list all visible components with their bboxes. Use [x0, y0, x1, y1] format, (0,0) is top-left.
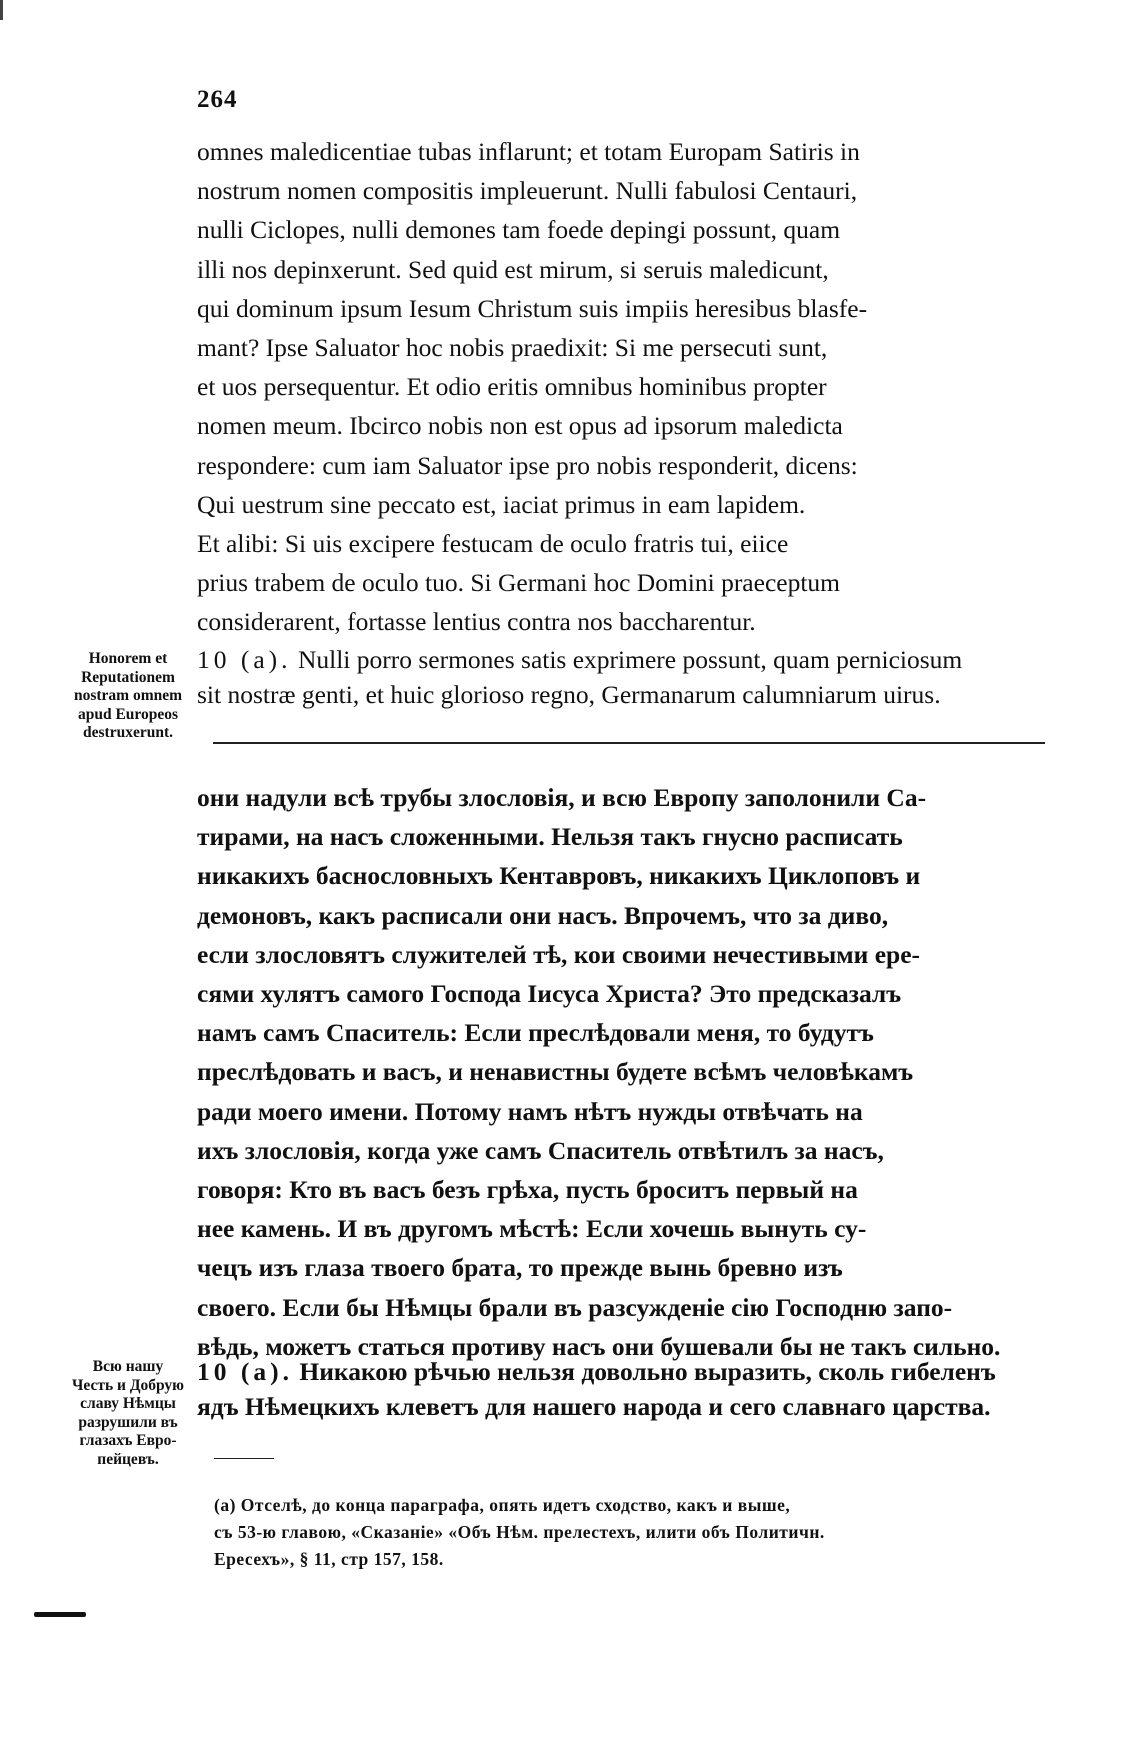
- russian-line: ради моего имени. Потому намъ нѣтъ нужды отвѣчать на: [197, 1096, 863, 1126]
- page-edge-mark: [0, 0, 3, 20]
- latin-line: nulli Ciclopes, nulli demones tam foede depingi possunt, quam: [197, 215, 841, 245]
- russian-para-line: [197, 1354, 1045, 1389]
- paragraph-number: 10 (a).: [197, 645, 292, 674]
- russian-line: вѣдь, можетъ статься противу насъ они бушевали бы не такъ сильно.: [197, 1331, 1001, 1361]
- latin-line: Qui uestrum sine peccato est, iaciat primus in eam lapidem.: [197, 489, 806, 519]
- russian-line: ихъ злословія, когда уже самъ Спаситель отвѣтилъ за насъ,: [197, 1135, 884, 1165]
- russian-line: они надули всѣ трубы злословія, и всю Европу заполонили Са-: [197, 783, 927, 812]
- russian-line: сями хулятъ самого Господа Іисуса Христа? Это предсказалъ: [197, 979, 902, 1009]
- margin-line: Честь и Добрую: [72, 1376, 184, 1394]
- footnote-line: (а) Отселѣ, до конца параграфа, опять идетъ сходство, какъ и выше,: [214, 1495, 791, 1515]
- margin-line: пейцевъ.: [97, 1450, 159, 1468]
- russian-line: говоря: Кто въ васъ безъ грѣха, пусть броситъ первый на: [197, 1175, 858, 1205]
- section-divider: [213, 742, 1045, 744]
- latin-para-line: sit nostræ genti, et huic glorioso regno, Germanarum calumniarum uirus.: [197, 680, 941, 709]
- russian-line: чецъ изъ глаза твоего брата, то прежде вынь бревно изъ: [197, 1253, 843, 1283]
- russian-line: если злословятъ служителей тѣ, кои своими нечестивыми ере-: [197, 939, 921, 969]
- latin-line: mant? Ipse Saluator hoc nobis praedixit: Si me persecuti sunt,: [197, 333, 828, 363]
- russian-para-text: Никакою рѣчью нельзя довольно выразить, сколь гибеленъ: [299, 1357, 996, 1386]
- russian-line: нее камень. И въ другомъ мѣстѣ: Если хочешь вынуть су-: [197, 1214, 867, 1244]
- footnote-divider: [214, 1458, 274, 1459]
- latin-line: qui dominum ipsum Iesum Christum suis impiis heresibus blasfe-: [197, 293, 868, 323]
- russian-text-block: [197, 778, 1045, 1366]
- latin-margin-note: [58, 650, 198, 743]
- russian-line: тирами, на насъ сложенными. Нельзя такъ гнусно расписать: [197, 822, 903, 852]
- margin-line: nostram omnem: [73, 687, 183, 704]
- margin-line: славу Нѣмцы: [80, 1395, 176, 1412]
- russian-line: намъ самъ Спаситель: Если преслѣдовали меня, то будутъ: [197, 1018, 874, 1048]
- paragraph-number: 10 (а).: [197, 1357, 293, 1386]
- latin-line: illi nos depinxerunt. Sed quid est mirum, si seruis maledicunt,: [197, 254, 829, 284]
- russian-line: преслѣдовать и васъ, и ненавистны будете всѣмъ человѣкамъ: [197, 1057, 914, 1087]
- margin-line: apud Europeos: [77, 705, 179, 723]
- footnote-line: Ересехъ», § 11, стр 157, 158.: [214, 1549, 444, 1569]
- footnote: [214, 1492, 1044, 1573]
- russian-para-line: ядъ Нѣмецкихъ клеветъ для нашего народа и сего славнаго царства.: [197, 1392, 991, 1421]
- latin-line: et uos persequentur. Et odio eritis omnibus hominibus propter: [197, 372, 827, 402]
- margin-line: destruxerunt.: [83, 724, 173, 741]
- stray-ink-mark: [34, 1612, 86, 1617]
- latin-line: respondere: cum iam Saluator ipse pro nobis responderit, dicens:: [197, 450, 858, 480]
- footnote-line: съ 53-ю главою, «Сказаніе» «Объ Нѣм. прелестехъ, илити объ Политичн.: [214, 1522, 825, 1542]
- russian-margin-note: [58, 1358, 198, 1469]
- latin-line: prius trabem de oculo tuo. Si Germani hoc Domini praeceptum: [197, 568, 841, 598]
- margin-line: Reputationem: [81, 668, 175, 686]
- margin-line: глазахъ Евро-: [79, 1432, 177, 1449]
- margin-line: Honorem et: [88, 650, 168, 667]
- latin-paragraph-10: [197, 642, 1045, 712]
- latin-text-block: [197, 132, 1045, 642]
- latin-line: Et alibi: Si uis excipere festucam de oculo fratris tui, eiice: [197, 529, 789, 559]
- latin-line: considerarent, fortasse lentius contra nos baccharentur.: [197, 607, 756, 637]
- page-number: 264: [197, 86, 238, 113]
- russian-line: демоновъ, какъ расписали они насъ. Впрочемъ, что за диво,: [197, 900, 889, 930]
- russian-line: никакихъ баснословныхъ Кентавровъ, никакихъ Циклоповъ и: [197, 861, 921, 891]
- russian-line: своего. Если бы Нѣмцы брали въ разсужденіе сію Господню запо-: [197, 1292, 953, 1322]
- latin-para-line: [197, 642, 1045, 677]
- latin-line: omnes maledicentiae tubas inflarunt; et totam Europam Satiris in: [197, 137, 860, 166]
- margin-line: разрушили въ: [78, 1413, 178, 1431]
- latin-line: nostrum nomen compositis impleuerunt. Nulli fabulosi Centauri,: [197, 176, 858, 206]
- latin-line: nomen meum. Ibcirco nobis non est opus ad ipsorum maledicta: [197, 411, 843, 441]
- margin-line: Всю нашу: [92, 1358, 164, 1375]
- latin-para-text: Nulli porro sermones satis exprimere possunt, quam perniciosum: [297, 645, 963, 674]
- russian-paragraph-10: [197, 1354, 1045, 1424]
